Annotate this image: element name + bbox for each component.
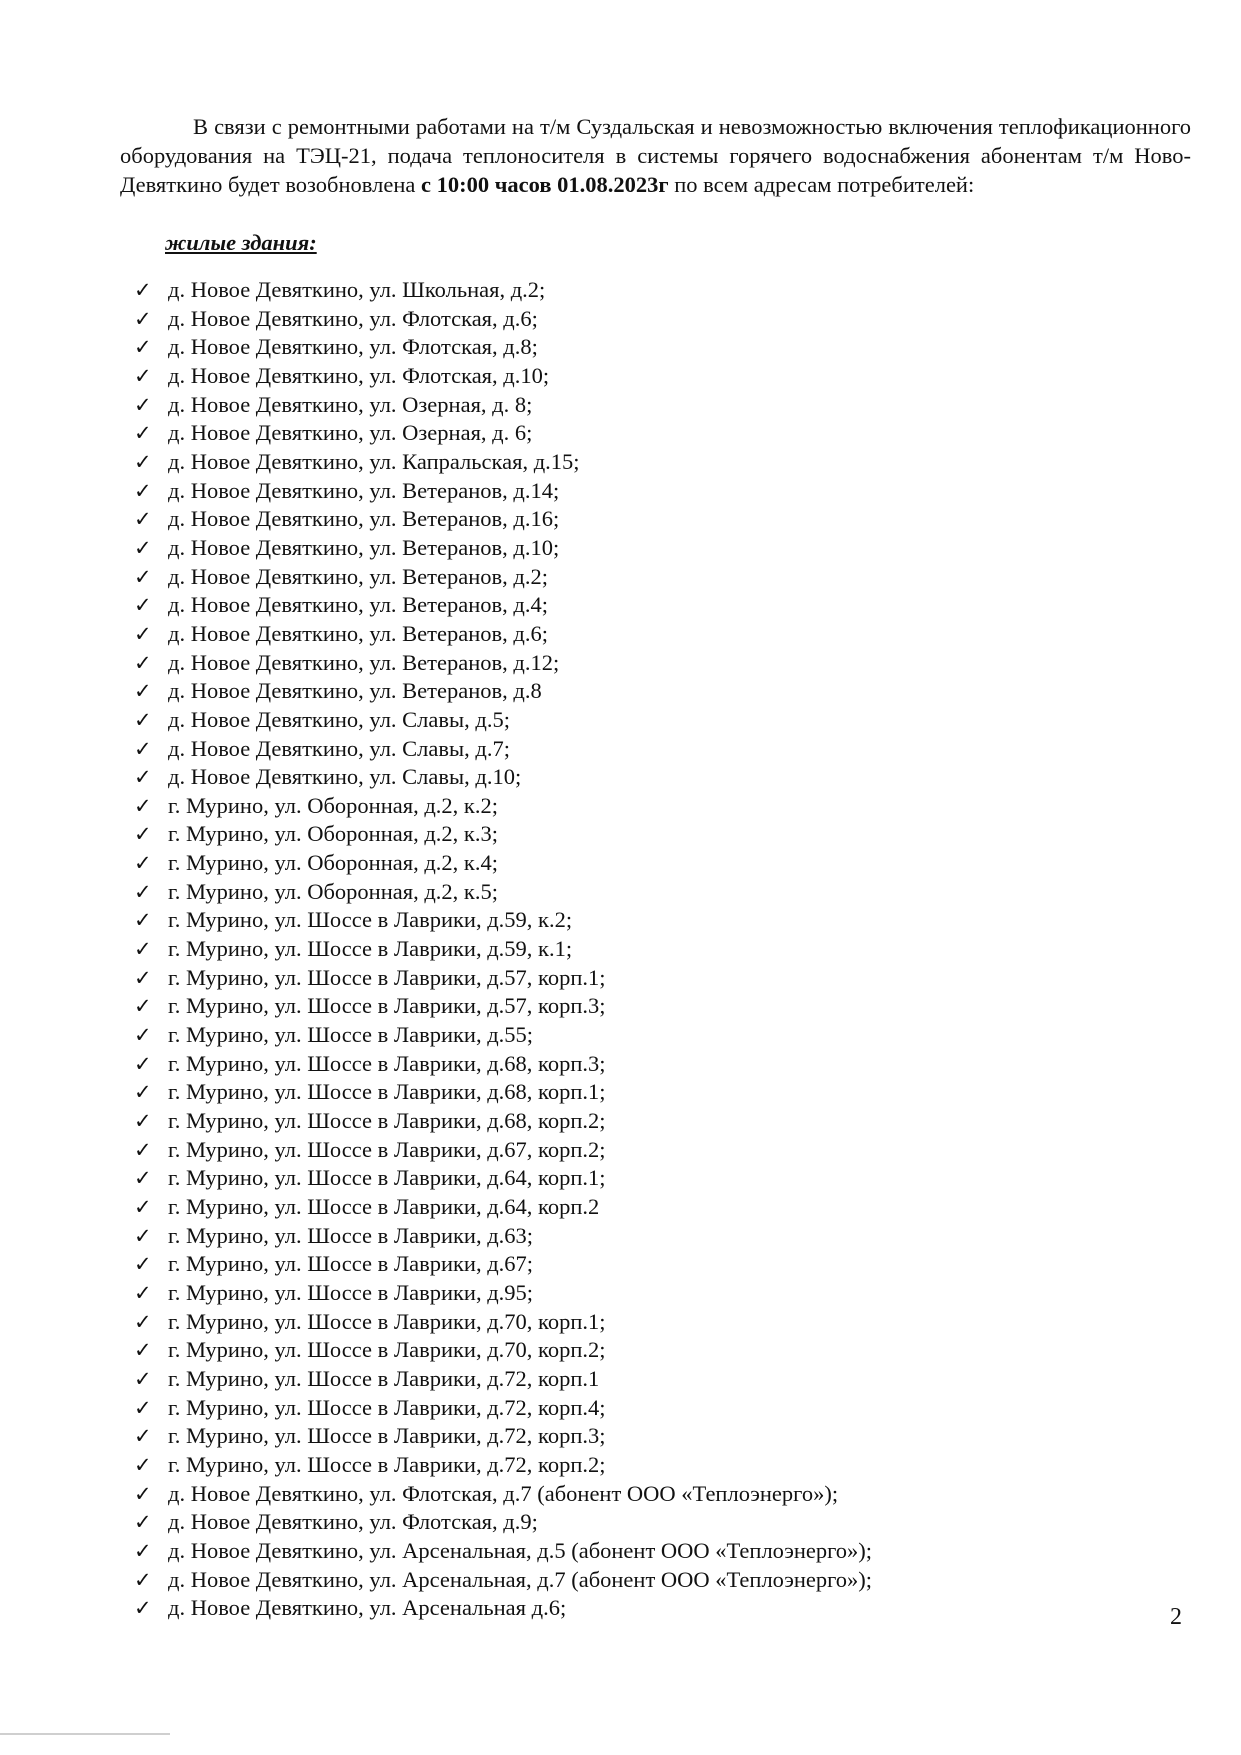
- address-list-item: [0, 849, 1241, 878]
- address-text: г. Мурино, ул. Шоссе в Лаврики, д.70, корп.2;: [168, 1337, 606, 1363]
- address-text: г. Мурино, ул. Шоссе в Лаврики, д.57, корп.1;: [168, 964, 606, 990]
- address-text: д. Новое Девяткино, ул. Флотская, д.10;: [168, 362, 550, 388]
- checkmark-icon: ✓: [134, 449, 152, 474]
- checkmark-icon: ✓: [134, 1338, 152, 1363]
- checkmark-icon: ✓: [134, 765, 152, 790]
- address-text: д. Новое Девяткино, ул. Флотская, д.8;: [168, 334, 538, 360]
- address-text: г. Мурино, ул. Оборонная, д.2, к.5;: [168, 878, 498, 904]
- checkmark-icon: ✓: [134, 851, 152, 876]
- address-list-item: [0, 906, 1241, 935]
- checkmark-icon: ✓: [134, 908, 152, 933]
- checkmark-icon: ✓: [134, 879, 152, 904]
- address-list-item: [0, 706, 1241, 735]
- checkmark-icon: ✓: [134, 535, 152, 560]
- address-list-item: [0, 1050, 1241, 1079]
- address-list-item: [0, 677, 1241, 706]
- address-text: г. Мурино, ул. Шоссе в Лаврики, д.68, корп.2;: [168, 1108, 606, 1134]
- address-text: д. Новое Девяткино, ул. Ветеранов, д.10;: [168, 534, 560, 560]
- checkmark-icon: ✓: [134, 306, 152, 331]
- address-list-item: [0, 1164, 1241, 1193]
- address-list-item: [0, 305, 1241, 334]
- address-text: д. Новое Девяткино, ул. Флотская, д.7 (абонент ООО «Теплоэнерго»);: [168, 1480, 839, 1506]
- address-text: д. Новое Девяткино, ул. Ветеранов, д.8: [168, 678, 542, 704]
- address-text: г. Мурино, ул. Шоссе в Лаврики, д.67;: [168, 1251, 534, 1277]
- address-text: г. Мурино, ул. Шоссе в Лаврики, д.72, корп.3;: [168, 1423, 606, 1449]
- intro-paragraph: [120, 112, 1191, 199]
- address-text: г. Мурино, ул. Шоссе в Лаврики, д.63;: [168, 1222, 534, 1248]
- address-text: д. Новое Девяткино, ул. Озерная, д. 8;: [168, 391, 533, 417]
- checkmark-icon: ✓: [134, 965, 152, 990]
- checkmark-icon: ✓: [134, 1023, 152, 1048]
- address-text: д. Новое Девяткино, ул. Ветеранов, д.6;: [168, 620, 548, 646]
- address-list-item: [0, 1566, 1241, 1595]
- intro-text: В связи с ремонтными работами на т/м Суздальская и невозможностью включения теплофикационного оборудования на ТЭЦ-21, подача теплоносителя в системы горячего водоснабжения абонентам т/м Ново-Девяткино будет возобновлена: [120, 114, 1191, 197]
- address-list-item: [0, 1250, 1241, 1279]
- address-list-item: [0, 935, 1241, 964]
- checkmark-icon: ✓: [134, 421, 152, 446]
- checkmark-icon: ✓: [134, 822, 152, 847]
- address-text: д. Новое Девяткино, ул. Ветеранов, д.14;: [168, 477, 560, 503]
- address-text: г. Мурино, ул. Шоссе в Лаврики, д.59, к.2;: [168, 907, 573, 933]
- checkmark-icon: ✓: [134, 1309, 152, 1334]
- address-text: д. Новое Девяткино, ул. Арсенальная д.6;: [168, 1595, 567, 1621]
- address-list-item: [0, 477, 1241, 506]
- address-list-item: [0, 534, 1241, 563]
- address-text: д. Новое Девяткино, ул. Капральская, д.15;: [168, 448, 580, 474]
- address-text: г. Мурино, ул. Шоссе в Лаврики, д.59, к.1;: [168, 936, 573, 962]
- address-text: г. Мурино, ул. Шоссе в Лаврики, д.55;: [168, 1022, 534, 1048]
- address-text: г. Мурино, ул. Шоссе в Лаврики, д.67, корп.2;: [168, 1136, 606, 1162]
- address-text: д. Новое Девяткино, ул. Ветеранов, д.12;: [168, 649, 560, 675]
- checkmark-icon: ✓: [134, 1137, 152, 1162]
- checkmark-icon: ✓: [134, 1166, 152, 1191]
- address-list-item: [0, 1308, 1241, 1337]
- checkmark-icon: ✓: [134, 650, 152, 675]
- checkmark-icon: ✓: [134, 793, 152, 818]
- checkmark-icon: ✓: [134, 621, 152, 646]
- address-list-item: [0, 992, 1241, 1021]
- checkmark-icon: ✓: [134, 1223, 152, 1248]
- address-text: г. Мурино, ул. Шоссе в Лаврики, д.57, корп.3;: [168, 993, 606, 1019]
- checkmark-icon: ✓: [134, 1510, 152, 1535]
- checkmark-icon: ✓: [134, 1596, 152, 1621]
- address-text: г. Мурино, ул. Шоссе в Лаврики, д.70, корп.1;: [168, 1308, 606, 1334]
- address-list-item: [0, 1365, 1241, 1394]
- checkmark-icon: ✓: [134, 564, 152, 589]
- address-text: г. Мурино, ул. Шоссе в Лаврики, д.68, корп.1;: [168, 1079, 606, 1105]
- address-text: д. Новое Девяткино, ул. Флотская, д.9;: [168, 1509, 538, 1535]
- checkmark-icon: ✓: [134, 1567, 152, 1592]
- address-list-item: [0, 1136, 1241, 1165]
- address-text: г. Мурино, ул. Шоссе в Лаврики, д.64, корп.1;: [168, 1165, 606, 1191]
- checkmark-icon: ✓: [134, 1252, 152, 1277]
- address-list-item: [0, 1537, 1241, 1566]
- page-number: 2: [1170, 1604, 1182, 1630]
- address-list-item: [0, 1422, 1241, 1451]
- checkmark-icon: ✓: [134, 1452, 152, 1477]
- address-list-item: [0, 419, 1241, 448]
- scan-edge-line: [0, 1733, 170, 1735]
- address-list-item: [0, 620, 1241, 649]
- address-list-item: [0, 1394, 1241, 1423]
- address-list-item: [0, 1193, 1241, 1222]
- checkmark-icon: ✓: [134, 1051, 152, 1076]
- checkmark-icon: ✓: [134, 937, 152, 962]
- address-list-item: [0, 391, 1241, 420]
- address-list-item: [0, 276, 1241, 305]
- checkmark-icon: ✓: [134, 1280, 152, 1305]
- checkmark-icon: ✓: [134, 335, 152, 360]
- checkmark-icon: ✓: [134, 363, 152, 388]
- checkmark-icon: ✓: [134, 707, 152, 732]
- address-text: д. Новое Девяткино, ул. Славы, д.5;: [168, 706, 510, 732]
- address-text: г. Мурино, ул. Оборонная, д.2, к.2;: [168, 792, 498, 818]
- address-list-item: [0, 763, 1241, 792]
- address-text: г. Мурино, ул. Шоссе в Лаврики, д.68, корп.3;: [168, 1050, 606, 1076]
- checkmark-icon: ✓: [134, 679, 152, 704]
- checkmark-icon: ✓: [134, 593, 152, 618]
- address-text: д. Новое Девяткино, ул. Славы, д.10;: [168, 764, 522, 790]
- checkmark-icon: ✓: [134, 1424, 152, 1449]
- address-list-item: [0, 1508, 1241, 1537]
- address-list-item: [0, 505, 1241, 534]
- checkmark-icon: ✓: [134, 1109, 152, 1134]
- address-list-item: [0, 964, 1241, 993]
- address-list-item: [0, 448, 1241, 477]
- address-text: г. Мурино, ул. Шоссе в Лаврики, д.64, корп.2: [168, 1194, 600, 1219]
- address-list-item: [0, 735, 1241, 764]
- address-list-item: [0, 649, 1241, 678]
- address-text: г. Мурино, ул. Шоссе в Лаврики, д.72, корп.4;: [168, 1394, 606, 1420]
- address-list-item: [0, 362, 1241, 391]
- address-list-item: [0, 1336, 1241, 1365]
- checkmark-icon: ✓: [134, 1366, 152, 1391]
- address-list-item: [0, 591, 1241, 620]
- address-list-item: [0, 820, 1241, 849]
- address-list-item: [0, 1279, 1241, 1308]
- address-list: [0, 276, 1241, 1623]
- address-text: д. Новое Девяткино, ул. Школьная, д.2;: [168, 277, 546, 302]
- address-text: г. Мурино, ул. Оборонная, д.2, к.4;: [168, 850, 498, 876]
- checkmark-icon: ✓: [134, 278, 152, 302]
- address-text: г. Мурино, ул. Шоссе в Лаврики, д.95;: [168, 1279, 534, 1305]
- checkmark-icon: ✓: [134, 1481, 152, 1506]
- address-text: д. Новое Девяткино, ул. Ветеранов, д.4;: [168, 592, 548, 618]
- checkmark-icon: ✓: [134, 1538, 152, 1563]
- address-list-item: [0, 1451, 1241, 1480]
- address-list-item: [0, 1107, 1241, 1136]
- resume-date-emphasis: с 10:00 часов 01.08.2023г: [420, 172, 669, 197]
- address-text: г. Мурино, ул. Оборонная, д.2, к.3;: [168, 821, 498, 847]
- address-text: д. Новое Девяткино, ул. Озерная, д. 6;: [168, 420, 533, 446]
- address-text: г. Мурино, ул. Шоссе в Лаврики, д.72, корп.1: [168, 1365, 600, 1391]
- address-text: д. Новое Девяткино, ул. Ветеранов, д.2;: [168, 563, 548, 589]
- address-text: д. Новое Девяткино, ул. Славы, д.7;: [168, 735, 510, 761]
- address-list-item: [0, 333, 1241, 362]
- checkmark-icon: ✓: [134, 1195, 152, 1219]
- address-list-item: [0, 1222, 1241, 1251]
- section-heading: жилые здания:: [165, 230, 317, 255]
- checkmark-icon: ✓: [134, 392, 152, 417]
- address-list-item: [0, 1480, 1241, 1509]
- checkmark-icon: ✓: [134, 507, 152, 532]
- address-list-item: [0, 563, 1241, 592]
- address-list-item: [0, 1078, 1241, 1107]
- address-list-item: [0, 1594, 1241, 1623]
- checkmark-icon: ✓: [134, 478, 152, 503]
- address-list-item: [0, 1021, 1241, 1050]
- address-list-item: [0, 792, 1241, 821]
- address-text: г. Мурино, ул. Шоссе в Лаврики, д.72, корп.2;: [168, 1451, 606, 1477]
- address-text: д. Новое Девяткино, ул. Ветеранов, д.16;: [168, 506, 560, 532]
- intro-text-end: по всем адресам потребителей:: [668, 172, 975, 197]
- address-list-item: [0, 878, 1241, 907]
- address-text: д. Новое Девяткино, ул. Арсенальная, д.5 (абонент ООО «Теплоэнерго»);: [168, 1537, 873, 1563]
- checkmark-icon: ✓: [134, 1080, 152, 1105]
- address-text: д. Новое Девяткино, ул. Флотская, д.6;: [168, 305, 538, 331]
- checkmark-icon: ✓: [134, 1395, 152, 1420]
- checkmark-icon: ✓: [134, 994, 152, 1019]
- address-text: д. Новое Девяткино, ул. Арсенальная, д.7 (абонент ООО «Теплоэнерго»);: [168, 1566, 873, 1592]
- checkmark-icon: ✓: [134, 736, 152, 761]
